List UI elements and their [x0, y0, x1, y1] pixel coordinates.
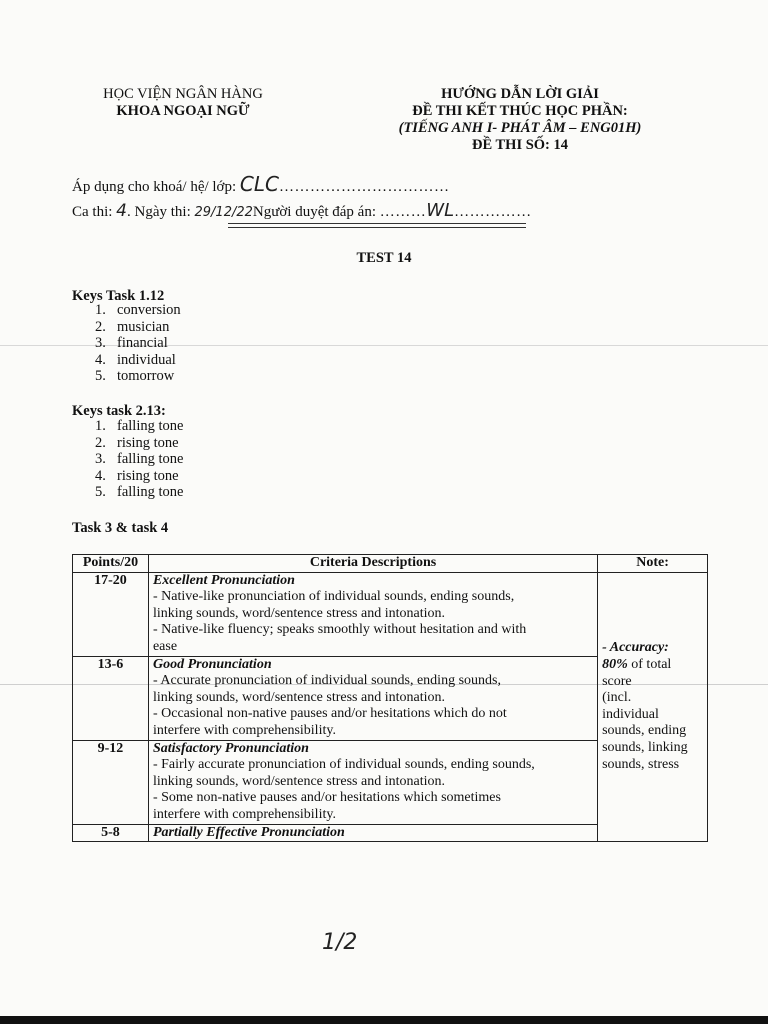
approver-signature: WL [426, 200, 455, 221]
session-line [72, 200, 532, 221]
criteria-table [72, 554, 708, 842]
key-answer: falling tone [117, 484, 184, 501]
col-points: Points/20 [73, 555, 149, 573]
scan-edge [0, 1016, 768, 1024]
page-number: 1/2 [322, 930, 358, 955]
key-answer: rising tone [117, 467, 179, 484]
key-number: 5. [95, 484, 106, 501]
test-title: TEST 14 [356, 250, 412, 266]
key-item [95, 484, 183, 501]
task34-heading: Task 3 & task 4 [72, 520, 169, 536]
note-line: sounds, linking [602, 740, 688, 756]
criteria-line: - Fairly accurate pronunciation of individual sounds, ending sounds, [152, 757, 535, 773]
key-item [95, 418, 183, 435]
points-range: 13-6 [73, 656, 149, 740]
criteria-description [148, 740, 597, 824]
level-name: Good Pronunciation [152, 656, 272, 672]
task2-heading: Keys task 2.13: [72, 403, 166, 419]
faculty-name: KHOA NGOẠI NGỮ [116, 103, 250, 119]
note-line: sounds, ending [602, 723, 687, 739]
task2-key-list [95, 418, 183, 501]
session-value: 4 [116, 201, 127, 221]
institution-header [78, 86, 288, 120]
key-number: 3. [95, 335, 106, 352]
double-rule [228, 223, 526, 228]
apply-value: CLC [239, 172, 279, 196]
task1-heading: Keys Task 1.12 [72, 288, 165, 304]
note-percent-line [602, 657, 703, 674]
criteria-line: interfere with comprehensibility. [152, 722, 336, 738]
criteria-line: linking sounds, word/sentence stress and intonation. [152, 689, 445, 705]
key-item [95, 435, 183, 452]
key-answer: musician [117, 318, 170, 335]
approver-label: Người duyệt đáp án: [252, 204, 377, 220]
key-number: 3. [95, 451, 106, 468]
criteria-line: - Native-like pronunciation of individual sounds, ending sounds, [152, 589, 515, 605]
key-answer: tomorrow [117, 368, 175, 385]
key-answer: individual [117, 351, 176, 368]
table-header-row [73, 555, 708, 573]
level-name: Satisfactory Pronunciation [152, 740, 309, 756]
level-name: Partially Effective Pronunciation [152, 824, 345, 840]
note-line: (incl. [602, 690, 632, 706]
criteria-line: linking sounds, word/sentence stress and intonation. [152, 605, 445, 621]
key-item [95, 335, 181, 352]
institution-name: HỌC VIỆN NGÂN HÀNG [103, 86, 263, 102]
col-note: Note: [598, 555, 708, 573]
key-item [95, 368, 181, 385]
criteria-description [148, 656, 597, 740]
points-range: 17-20 [73, 572, 149, 656]
key-item [95, 352, 181, 369]
criteria-line: - Native-like fluency; speaks smoothly without hesitation and with [152, 622, 527, 638]
task1-key-list [95, 302, 181, 385]
key-answer: falling tone [117, 418, 184, 434]
key-answer: financial [117, 335, 168, 352]
criteria-description [148, 572, 597, 656]
note-percent: 80% [602, 657, 628, 673]
criteria-line: - Accurate pronunciation of individual sounds, ending sounds, [152, 673, 501, 689]
key-number: 2. [95, 434, 106, 451]
note-line: individual [602, 706, 659, 722]
key-answer: rising tone [117, 434, 179, 451]
key-number: 1. [95, 418, 106, 434]
key-item [95, 319, 181, 336]
apply-label: Áp dụng cho khoá/ hệ/ lớp: [72, 179, 237, 195]
key-number: 2. [95, 318, 106, 335]
table-row [73, 572, 708, 656]
key-item [95, 451, 183, 468]
key-item [95, 468, 183, 485]
note-accuracy: - Accuracy: [602, 640, 669, 656]
key-item [95, 302, 181, 319]
key-number: 4. [95, 351, 106, 368]
exam-title: ĐỀ THI KẾT THÚC HỌC PHẦN: [412, 103, 628, 119]
col-criteria: Criteria Descriptions [148, 555, 597, 573]
document-title-block [370, 86, 670, 154]
session-label: Ca thi: [72, 204, 113, 220]
level-name: Excellent Pronunciation [152, 572, 295, 588]
key-number: 4. [95, 467, 106, 484]
criteria-line: - Occasional non-native pauses and/or hesitations which do not [152, 706, 507, 722]
note-line: score [602, 673, 632, 689]
note-cell [598, 572, 708, 842]
course-name: (TIẾNG ANH I- PHÁT ÂM – ENG01H) [398, 120, 642, 136]
key-number: 5. [95, 368, 106, 385]
date-value: 29/12/22 [194, 205, 253, 220]
approver-dots: ……… [379, 204, 427, 220]
date-label: . Ngày thi: [127, 204, 191, 220]
key-answer: falling tone [117, 451, 184, 468]
note-line: sounds, stress [602, 756, 680, 772]
apply-dots: …………………………… [279, 179, 450, 195]
note-percent-rest: of total [627, 657, 672, 673]
key-answer: conversion [117, 302, 181, 318]
criteria-description [148, 824, 597, 842]
criteria-line: linking sounds, word/sentence stress and intonation. [152, 773, 445, 789]
points-range: 9-12 [73, 740, 149, 824]
key-number: 1. [95, 302, 106, 318]
doc-title: HƯỚNG DẪN LỜI GIẢI [441, 86, 599, 102]
exam-number: ĐỀ THI SỐ: 14 [471, 137, 569, 153]
criteria-line: - Some non-native pauses and/or hesitations which sometimes [152, 790, 501, 806]
criteria-line: ease [152, 638, 178, 654]
approver-dots-after: …………… [454, 204, 532, 220]
criteria-line: interfere with comprehensibility. [152, 806, 336, 822]
points-range: 5-8 [73, 824, 149, 842]
apply-line [72, 172, 450, 196]
